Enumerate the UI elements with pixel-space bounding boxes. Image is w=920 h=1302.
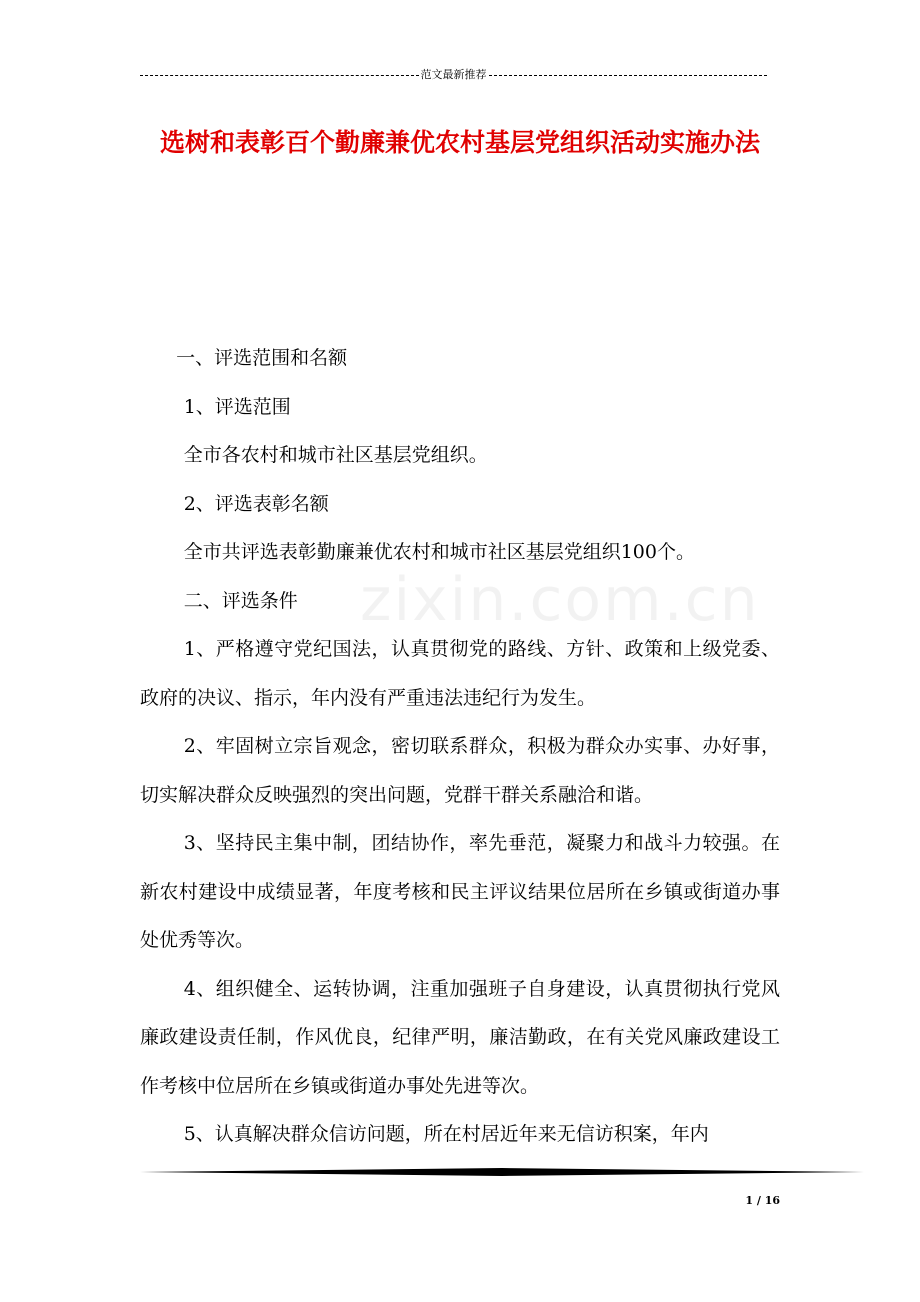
- paragraph: 1、严格遵守党纪国法，认真贯彻党的路线、方针、政策和上级党委、政府的决议、指示，年内没有严重违法违纪行为发生。: [140, 638, 780, 709]
- header-dash-left: [140, 75, 419, 76]
- paragraph: 5、认真解决群众信访问题，所在村居近年来无信访积案，年内: [183, 1123, 709, 1145]
- paragraph: 全市各农村和城市社区基层党组织。: [183, 444, 488, 466]
- paragraph: 全市共评选表彰勤廉兼优农村和城市社区基层党组织100个。: [183, 541, 695, 563]
- subsection-heading: 2、评选表彰名额: [183, 492, 329, 515]
- document-body: [140, 334, 780, 1159]
- paragraph: 2、牢固树立宗旨观念，密切联系群众，积极为群众办实事、办好事，切实解决群众反映强烈的突出问题，党群干群关系融洽和谐。: [140, 735, 780, 806]
- footer-rule: [140, 1168, 864, 1176]
- subsection-heading: 1、评选范围: [183, 395, 291, 418]
- watermark: zixin.com.cn: [360, 565, 760, 635]
- paragraph: 3、坚持民主集中制，团结协作，率先垂范，凝聚力和战斗力较强。在新农村建设中成绩显著，年度考核和民主评议结果位居所在乡镇或街道办事处优秀等次。: [140, 832, 780, 951]
- document-title: 选树和表彰百个勤廉兼优农村基层党组织活动实施办法: [159, 128, 760, 157]
- paragraph: 4、组织健全、运转协调，注重加强班子自身建设，认真贯彻执行党风廉政建设责任制，作风优良，纪律严明，廉洁勤政，在有关党风廉政建设工作考核中位居所在乡镇或街道办事处先进等次。: [140, 977, 780, 1097]
- page-number: 1 / 16: [745, 1194, 780, 1207]
- page-header: [140, 66, 767, 84]
- header-label: 范文最新推荐: [420, 68, 487, 81]
- section-heading: 二、评选条件: [183, 589, 298, 612]
- header-dash-right: [489, 75, 768, 76]
- section-heading: 一、评选范围和名额: [176, 347, 348, 369]
